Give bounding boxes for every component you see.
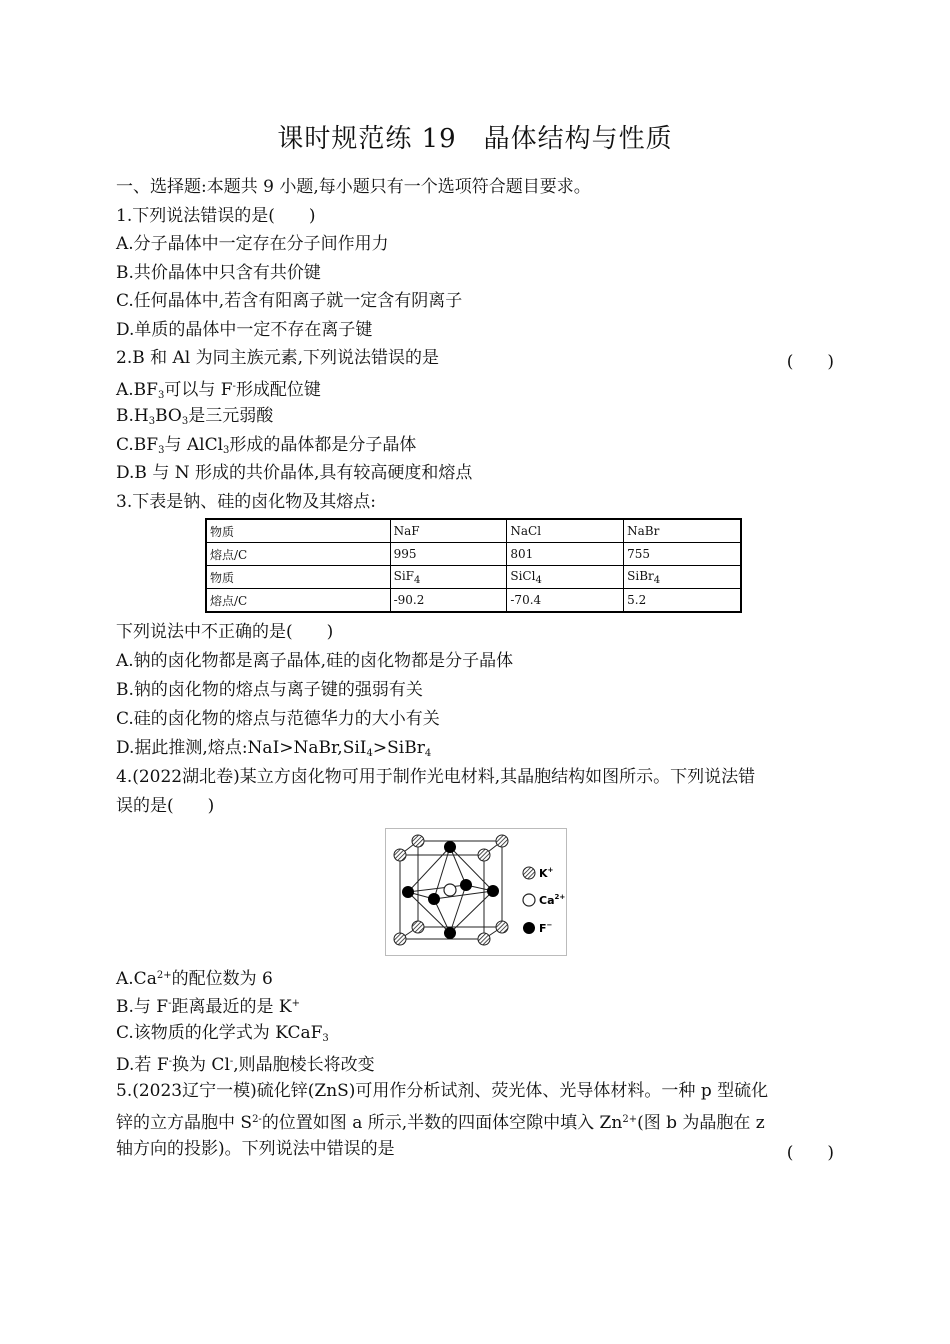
- f-ion: [487, 885, 499, 897]
- section-heading: 一、选择题:本题共 9 小题,每小题只有一个选项符合题目要求。: [116, 177, 591, 197]
- table-row: [206, 566, 741, 589]
- table-cell: 755: [624, 543, 741, 566]
- q1-option-a: A.分子晶体中一定存在分子间作用力: [116, 234, 389, 254]
- q3-option-b: B.钠的卤化物的熔点与离子键的强弱有关: [116, 680, 423, 700]
- table-cell: 物质: [206, 566, 390, 589]
- k-ion: [412, 835, 424, 847]
- k-ion: [394, 933, 406, 945]
- f-ion: [428, 893, 440, 905]
- q2-option-b: $B.H_3BO_3$是三元弱酸: [116, 406, 274, 427]
- legend-ca-label: $Ca^{2+}$: [539, 893, 566, 907]
- table-cell: NaBr: [624, 519, 741, 543]
- table-row: [206, 543, 741, 566]
- q2-stem: 2.B 和 Al 为同主族元素,下列说法错误的是: [116, 348, 440, 368]
- table-cell: 801: [507, 543, 624, 566]
- legend-f-label: F−: [539, 921, 553, 935]
- ca-ion: [444, 884, 456, 896]
- q4-option-b: B.与 F-距离最近的是 K+: [116, 997, 300, 1017]
- table-cell: SiBr$_4$: [624, 566, 741, 589]
- f-ion: [444, 841, 456, 853]
- q3-option-a: A.钠的卤化物都是离子晶体,硅的卤化物都是分子晶体: [116, 651, 514, 671]
- f-ion: [444, 927, 456, 939]
- k-ion: [496, 835, 508, 847]
- crystal-cell-figure: [385, 828, 567, 956]
- q5-answer-paren: ( ): [786, 1143, 834, 1163]
- q4-stem-line2: 误的是( ): [116, 796, 215, 816]
- q5-line1: 5.(2023辽宁一模)硫化锌(ZnS)可用作分析试剂、荧光体、光导体材料。一种 p 型硫化: [116, 1081, 769, 1101]
- table-cell: 5.2: [624, 589, 741, 613]
- q1-option-c: C.任何晶体中,若含有阳离子就一定含有阴离子: [116, 291, 463, 311]
- f-ion: [460, 879, 472, 891]
- unit-cell-diagram: [386, 829, 566, 955]
- table-cell: SiCl$_4$: [507, 566, 624, 589]
- q3-option-c: C.硅的卤化物的熔点与范德华力的大小有关: [116, 709, 440, 729]
- q1-option-b: B.共价晶体中只含有共价键: [116, 263, 321, 283]
- q5-line3: 轴方向的投影)。下列说法中错误的是: [116, 1139, 395, 1159]
- f-ion: [402, 886, 414, 898]
- q4-stem-line1: 4.(2022湖北卷)某立方卤化物可用于制作光电材料,其晶胞结构如图所示。下列说法错: [116, 767, 756, 787]
- table-cell: -90.2: [390, 589, 507, 613]
- k-ion: [394, 849, 406, 861]
- k-ion: [496, 921, 508, 933]
- q3-stem: 3.下表是钠、硅的卤化物及其熔点:: [116, 492, 376, 512]
- q4-option-d: D.若 F-换为 Cl-,则晶胞棱长将改变: [116, 1055, 375, 1075]
- table-cell: 995: [390, 543, 507, 566]
- legend-k-symbol: [523, 867, 535, 879]
- q1-stem: 1.下列说法错误的是( ): [116, 206, 316, 226]
- table-cell: -70.4: [507, 589, 624, 613]
- legend-f-symbol: [523, 922, 535, 934]
- table-cell: 熔点/C: [206, 543, 390, 566]
- q2-option-c: $C.BF_3$与 AlCl$_3$形成的晶体都是分子晶体: [116, 435, 417, 456]
- q3-ask: 下列说法中不正确的是( ): [116, 622, 334, 642]
- k-ion: [478, 933, 490, 945]
- table-cell: NaF: [390, 519, 507, 543]
- table-cell: SiF$_4$: [390, 566, 507, 589]
- q4-option-a: $A.Ca^{2+}$的配位数为 6: [116, 969, 273, 989]
- q4-option-c: C.该物质的化学式为 KCaF$_3$: [116, 1023, 329, 1044]
- q2-option-a: $A.BF_3$可以与 F-形成配位键: [116, 380, 321, 401]
- k-ion: [412, 921, 424, 933]
- q2-option-d: D.B 与 N 形成的共价晶体,具有较高硬度和熔点: [116, 463, 473, 483]
- legend-k-label: K+: [539, 866, 554, 880]
- melting-point-table: [205, 518, 742, 613]
- q2-answer-paren: ( ): [786, 352, 834, 372]
- legend-ca-symbol: [523, 894, 535, 906]
- table-cell: 熔点/C: [206, 589, 390, 613]
- q1-option-d: D.单质的晶体中一定不存在离子键: [116, 320, 373, 340]
- table-row: [206, 519, 741, 543]
- page-title: 课时规范练 19 晶体结构与性质: [277, 124, 673, 154]
- q3-option-d: D.据此推测,熔点:NaI>NaBr,SiI$_4$>SiBr$_4$: [116, 738, 432, 759]
- k-ion: [478, 849, 490, 861]
- table-cell: NaCl: [507, 519, 624, 543]
- table-cell: 物质: [206, 519, 390, 543]
- q5-line2: 锌的立方晶胞中 $S^{2-}$的位置如图 a 所示,半数的四面体空隙中填入 $Zn^{2+}$(图 b 为晶胞在 z: [116, 1113, 765, 1133]
- table-row: [206, 589, 741, 613]
